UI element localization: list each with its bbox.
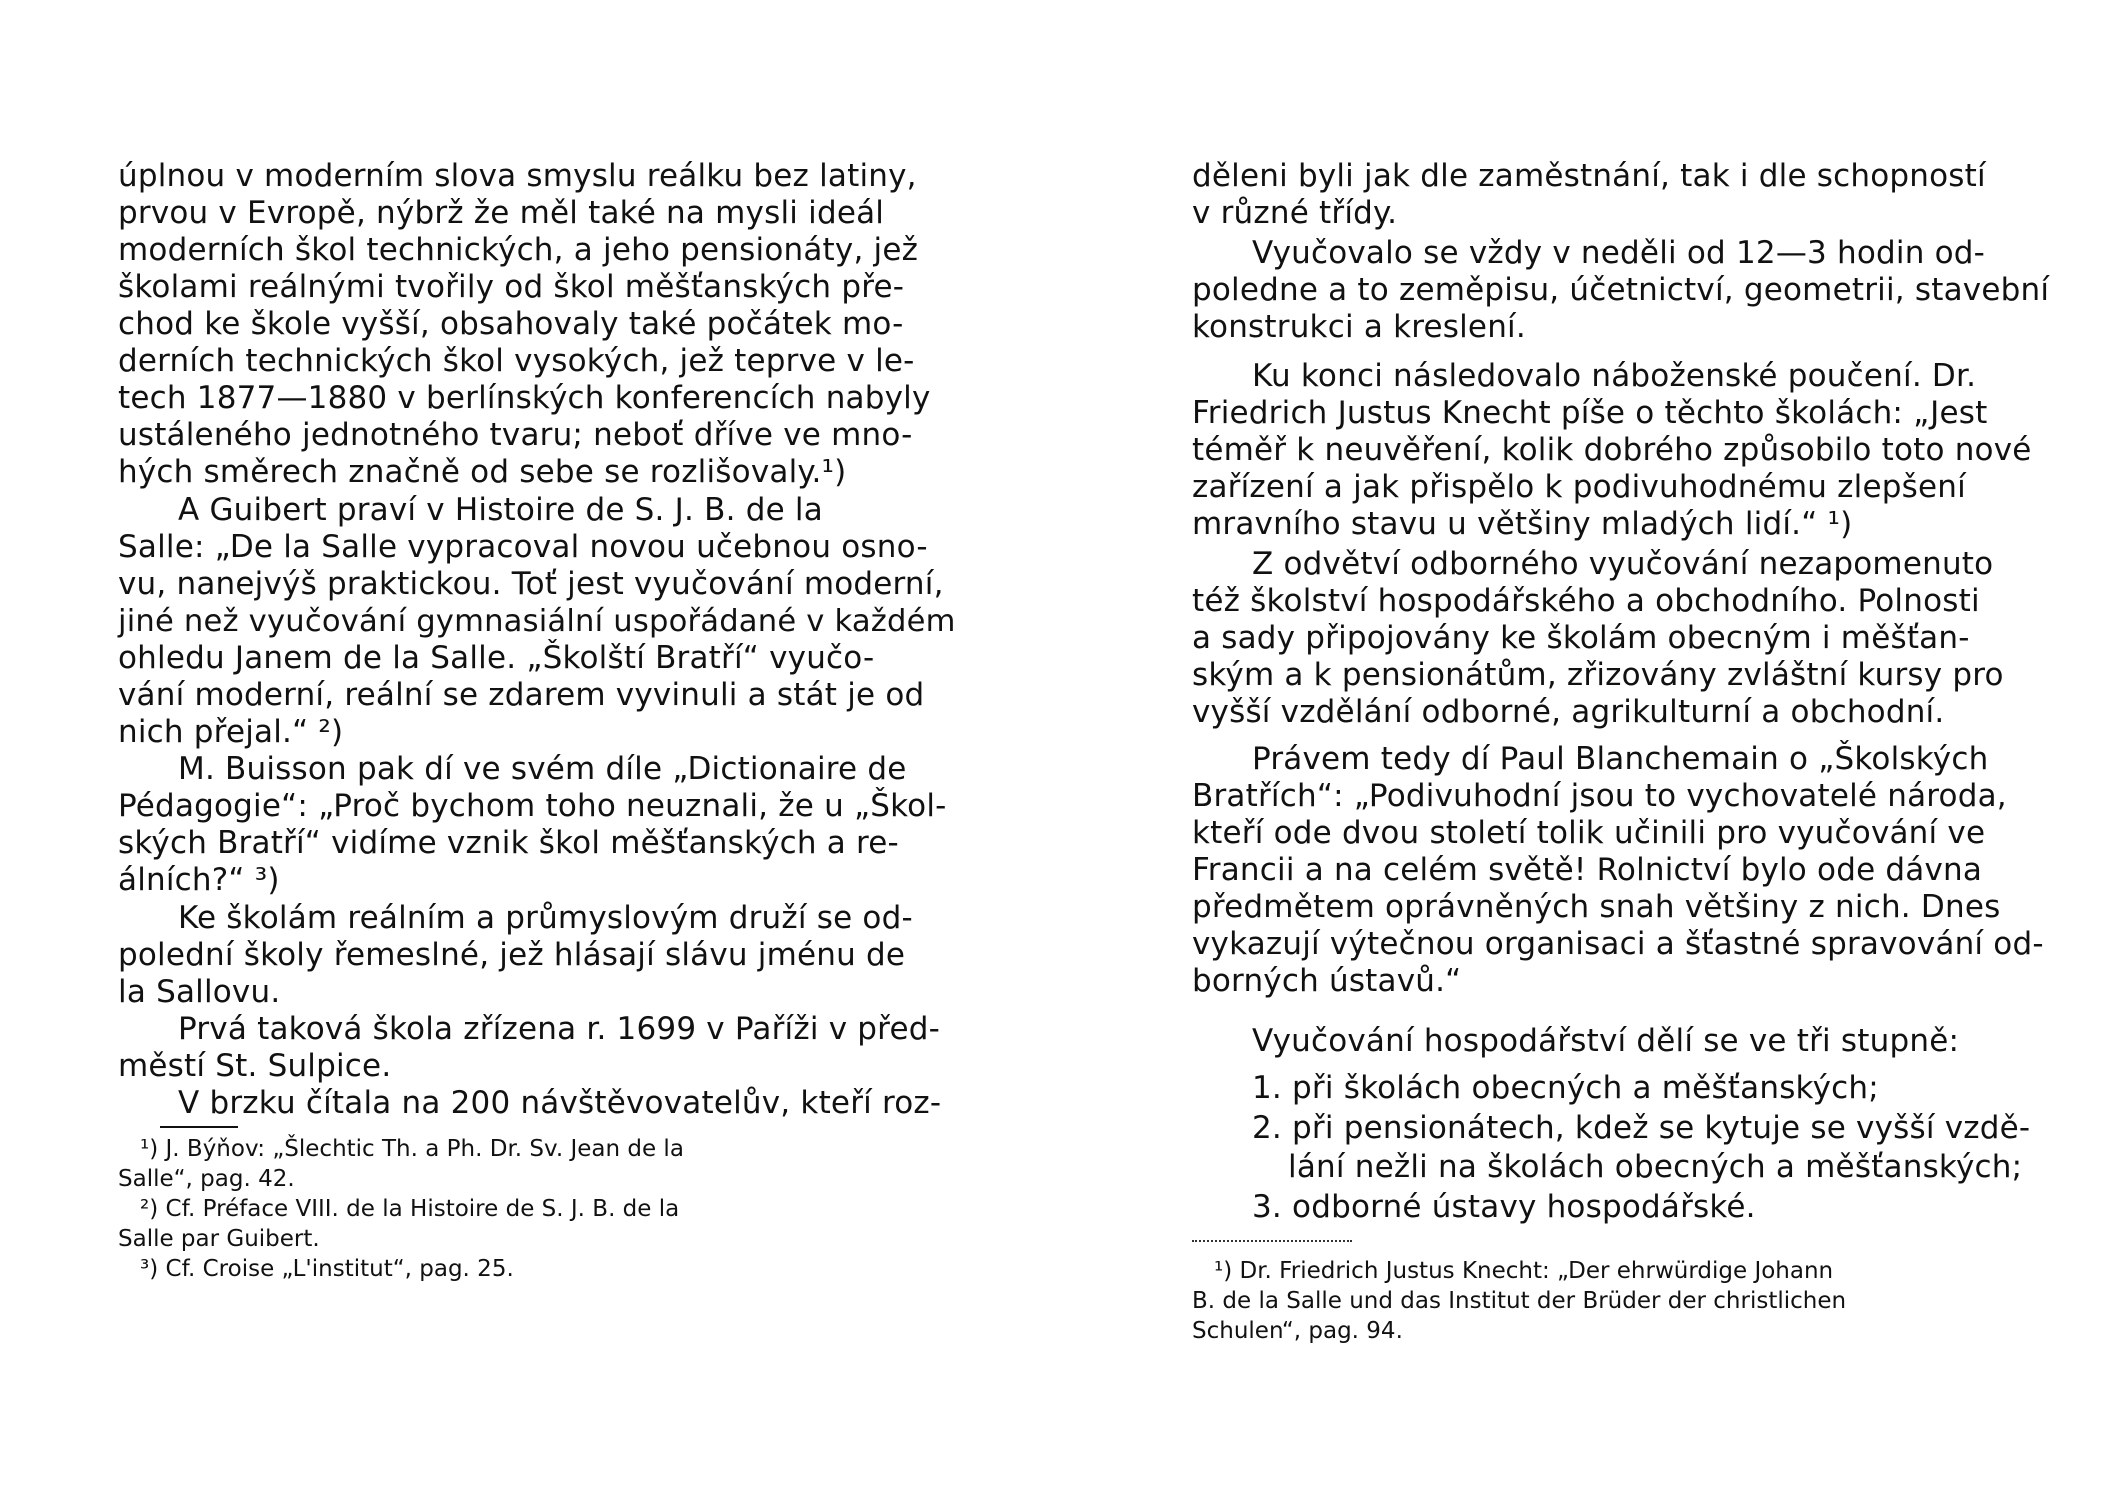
text-line: a sady připojovány ke školám obecným i měšťan-	[1192, 620, 1970, 656]
text-line: téměř k neuvěření, kolik dobrého způsobilo toto nové	[1192, 432, 2032, 468]
text-line: městí St. Sulpice.	[118, 1048, 392, 1084]
footnote-line: Salle par Guibert.	[118, 1226, 320, 1252]
text-line: školami reálnými tvořily od škol měšťanských pře-	[118, 269, 905, 305]
text-line: Ku konci následovalo náboženské poučení. Dr.	[1252, 358, 1977, 394]
footnote-line: Schulen“, pag. 94.	[1192, 1318, 1403, 1344]
list-item: lání nežli na školách obecných a měšťanských;	[1288, 1149, 2023, 1185]
text-line: Bratřích“: „Podivuhodní jsou to vychovatelé národa,	[1192, 778, 2007, 814]
list-item: 2. při pensionátech, kdež se kytuje se vyšší vzdě-	[1252, 1110, 2031, 1146]
text-line: jiné než vyučování gymnasiální uspořádané v každém	[118, 604, 956, 639]
text-line: A Guibert praví v Histoire de S. J. B. de la	[178, 492, 823, 528]
text-line: prvou v Evropě, nýbrž že měl také na mysli ideál	[118, 195, 885, 231]
text-line: ustáleného jednotného tvaru; neboť dříve ve mno-	[118, 417, 913, 453]
text-line: Salle: „De la Salle vypracoval novou učebnou osno-	[118, 529, 928, 565]
footnote-line: ²) Cf. Préface VIII. de la Histoire de S. J. B. de la	[140, 1196, 680, 1222]
footnote-line: ³) Cf. Croise „L'institut“, pag. 25.	[140, 1256, 514, 1282]
text-line: Pédagogie“: „Proč bychom toho neuznali, že u „Škol-	[118, 788, 947, 824]
text-line: Friedrich Justus Knecht píše o těchto školách: „Jest	[1192, 395, 1988, 431]
text-line: vykazují výtečnou organisaci a šťastné spravování od-	[1192, 926, 2044, 962]
text-line: mravního stavu u většiny mladých lidí.“ ¹)	[1192, 506, 1853, 542]
text-line: Prvá taková škola zřízena r. 1699 v Paříži v před-	[178, 1011, 940, 1047]
text-line: álních?“ ³)	[118, 862, 280, 898]
text-line: hých směrech značně od sebe se rozlišovaly.¹)	[118, 454, 847, 490]
text-line: konstrukci a kreslení.	[1192, 309, 1526, 345]
text-line: M. Buisson pak dí ve svém díle „Dictionaire de	[178, 751, 907, 787]
text-line: ohledu Janem de la Salle. „Školští Bratří“ vyučo-	[118, 640, 875, 676]
text-line: Vyučování hospodářství dělí se ve tři stupně:	[1252, 1023, 1960, 1059]
text-line: chod ke škole vyšší, obsahovaly také počátek mo-	[118, 306, 904, 342]
text-line: ským a k pensionátům, zřizovány zvláštní kursy pro	[1192, 657, 2004, 693]
text-line: Z odvětví odborného vyučování nezapomenuto	[1252, 546, 1994, 582]
footnote-rule	[160, 1126, 238, 1128]
text-line: vu, nanejvýš praktickou. Toť jest vyučování moderní,	[118, 566, 944, 602]
text-line: děleni byli jak dle zaměstnání, tak i dle schopností	[1192, 158, 1986, 194]
text-line: úplnou v moderním slova smyslu reálku bez latiny,	[118, 158, 917, 194]
text-line: vání moderní, reální se zdarem vyvinuli a stát je od	[118, 677, 925, 713]
text-line: la Sallovu.	[118, 974, 281, 1010]
text-line: polední školy řemeslné, jež hlásají slávu jménu de	[118, 937, 906, 973]
text-line: Ke školám reálním a průmyslovým druží se od-	[178, 900, 913, 936]
text-line: tech 1877—1880 v berlínských konferencích nabyly	[118, 380, 931, 416]
text-line: derních technických škol vysokých, jež teprve v le-	[118, 343, 915, 379]
text-line: poledne a to zeměpisu, účetnictví, geometrii, stavební	[1192, 272, 2050, 308]
text-line: Vyučovalo se vždy v neděli od 12—3 hodin od-	[1252, 235, 1986, 271]
footnote-rule	[1192, 1240, 1352, 1242]
footnote-line: ¹) J. Býňov: „Šlechtic Th. a Ph. Dr. Sv. Jean de la	[140, 1136, 684, 1162]
footnote-line: B. de la Salle und das Institut der Brüder der christlichen	[1192, 1288, 1847, 1314]
text-line: zařízení a jak přispělo k podivuhodnému zlepšení	[1192, 469, 1966, 505]
text-line: Francii a na celém světě! Rolnictví bylo ode dávna	[1192, 852, 1983, 888]
text-line: kteří ode dvou století tolik učinili pro vyučování ve	[1192, 815, 1986, 851]
text-line: nich přejal.“ ²)	[118, 714, 344, 750]
footnote-line: Salle“, pag. 42.	[118, 1166, 295, 1192]
text-line: předmětem oprávněných snah většiny z nich. Dnes	[1192, 889, 2001, 925]
text-line: Právem tedy dí Paul Blanchemain o „Školských	[1252, 741, 1989, 777]
text-line: v různé třídy.	[1192, 195, 1398, 231]
list-item: 3. odborné ústavy hospodářské.	[1252, 1189, 1756, 1225]
text-line: V brzku čítala na 200 návštěvovatelův, kteří roz-	[178, 1085, 942, 1121]
footnote-line: ¹) Dr. Friedrich Justus Knecht: „Der ehrwürdige Johann	[1214, 1258, 1834, 1284]
text-line: borných ústavů.“	[1192, 963, 1462, 999]
text-line: ských Bratří“ vidíme vznik škol měšťanských a re-	[118, 825, 899, 861]
text-line: vyšší vzdělání odborné, agrikulturní a obchodní.	[1192, 694, 1945, 730]
list-item: 1. při školách obecných a měšťanských;	[1252, 1070, 1879, 1106]
text-line: moderních škol technických, a jeho pensionáty, jež	[118, 232, 919, 268]
text-line: též školství hospodářského a obchodního. Polnosti	[1192, 583, 1980, 619]
